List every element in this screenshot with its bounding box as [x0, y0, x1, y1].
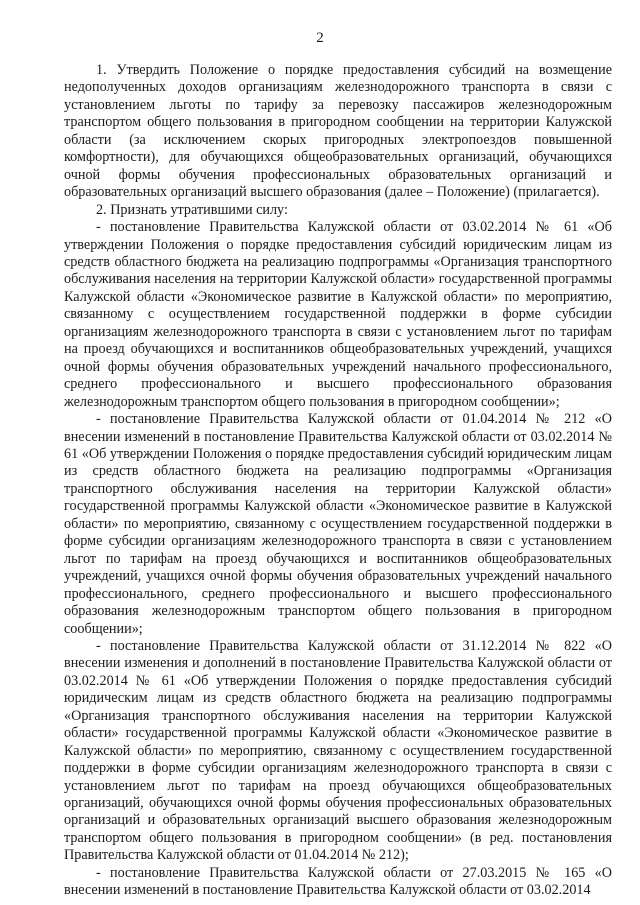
page-number: 2 [316, 30, 324, 46]
paragraph-repeal-heading: 2. Признать утратившими силу: [96, 201, 288, 218]
paragraph-approve-regulation: 1. Утвердить Положение о порядке предоставления субсидий на возмещение недополученных доходов организациям железнодорожного транспорта в связи с установлением льготы по тарифу за перевозку пассажиров железнодорожным транспортом общего пользования в пригородном сообщении на территории Калужской области (за исключением скорых пригородных электропоездов повышенной комфортности), для обучающихся общеобразовательных организаций, обучающихся очной формы обучения профессиональных образовательных организаций и образовательных организаций высшего образования (далее – Положение) (прилагается). [64, 62, 612, 201]
document-body [64, 62, 612, 900]
repealed-item-165: - постановление Правительства Калужской области от 27.03.2015 № 165 «О внесении изменений в постановление Правительства Калужской области от 03.02.2014 [64, 864, 612, 899]
repealed-item-212: - постановление Правительства Калужской области от 01.04.2014 № 212 «О внесении изменений в постановление Правительства Калужской области от 03.02.2014 № 61 «Об утверждении Положения о порядке предоставления субсидий юридическим лицам из средств областного бюджета на реализацию подпрограммы «Организация транспортного обслуживания населения на территории Калужской области» государственной программы Калужской области «Экономическое развитие в Калужской области» по мероприятию, связанному с осуществлением государственной поддержки в форме субсидии организациям железнодорожного транспорта в связи с установлением льгот по тарифам на проезд обучающихся и воспитанников общеобразовательных учреждений, учащихся очной формы обучения образовательных учреждений начального профессионального, среднего профессионального и высшего профессионального образования железнодорожным транспортом общего пользования в пригородном сообщении»; [64, 411, 612, 637]
repealed-item-822: - постановление Правительства Калужской области от 31.12.2014 № 822 «О внесении изменения и дополнений в постановление Правительства Калужской области от 03.02.2014 № 61 «Об утверждении Положения о порядке предоставления субсидий юридическим лицам из средств областного бюджета на реализацию подпрограммы «Организация транспортного обслуживания населения на территории Калужской области» государственной программы Калужской области «Экономическое развитие в Калужской области» по мероприятию, связанному с осуществлением государственной поддержки в форме субсидии организациям железнодорожного транспорта в связи с установлением льгот по тарифам на проезд обучающихся общеобразовательных организаций, обучающихся очной формы обучения профессиональных образовательных организаций и образовательных организаций высшего образования железнодорожным транспортом общего пользования в пригородном сообщении» (в ред. постановления Правительства Калужской области от 01.04.2014 № 212); [64, 637, 612, 864]
repealed-item-61: - постановление Правительства Калужской области от 03.02.2014 № 61 «Об утверждении Положения о порядке предоставления субсидий юридическим лицам из средств областного бюджета на реализацию подпрограммы «Организация транспортного обслуживания населения на территории Калужской области» государственной программы Калужской области «Экономическое развитие в Калужской области» по мероприятию, связанному с осуществлением государственной поддержки в форме субсидии организациям железнодорожного транспорта в связи с установлением льгот по тарифам на проезд обучающихся и воспитанников общеобразовательных учреждений, учащихся очной формы обучения образовательных учреждений начального профессионального, среднего профессионального и высшего профессионального образования железнодорожным транспортом общего пользования в пригородном сообщении»; [64, 219, 612, 410]
